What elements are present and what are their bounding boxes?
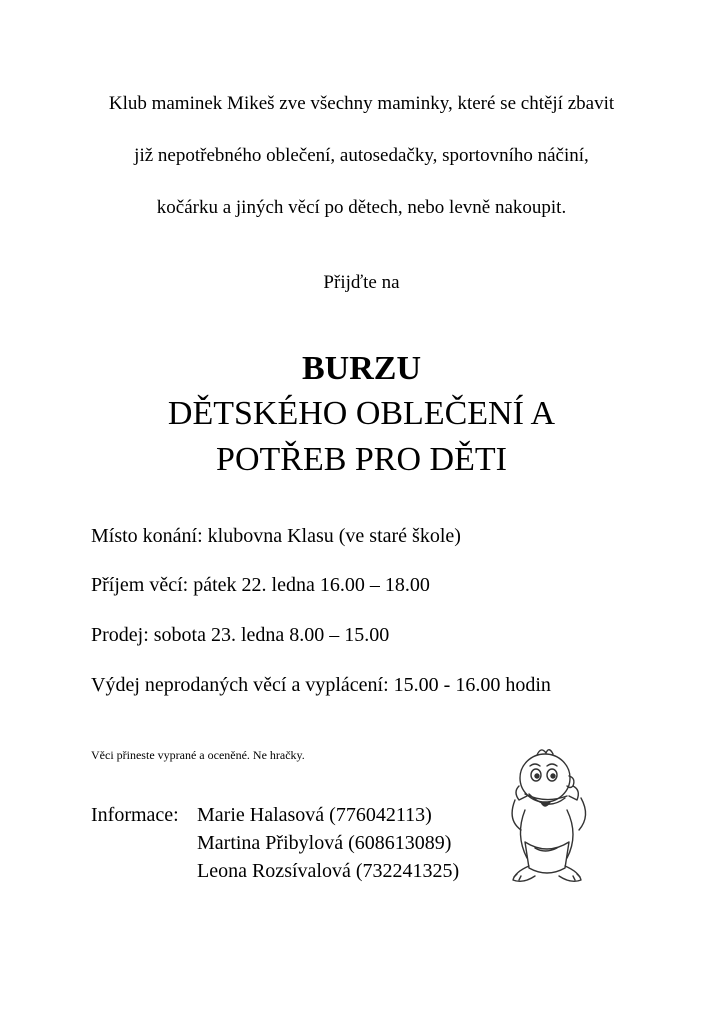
contacts-label: Informace: <box>91 804 179 826</box>
note-text: Věci přineste vyprané a oceněné. Ne hračky. <box>91 748 305 762</box>
contact-3: Leona Rozsívalová (732241325) <box>197 860 460 882</box>
contact-1: Marie Halasová (776042113) <box>197 804 432 826</box>
intro-line-1: Klub maminek Mikeš zve všechny maminky, které se chtějí zbavit <box>108 93 615 114</box>
intro-line-3: kočárku a jiných věcí po dětech, nebo levně nakoupit. <box>156 197 567 218</box>
invite-text: Přijďte na <box>323 272 400 293</box>
title-line-3: POTŘEB PRO DĚTI <box>216 441 507 478</box>
payout-text: Výdej neprodaných věcí a vyplácení: 15.00 - 16.00 hodin <box>91 674 551 696</box>
intro-line-2: již nepotřebného oblečení, autosedačky, sportovního náčiní, <box>134 145 589 166</box>
baby-with-diaper-icon <box>507 742 607 887</box>
sale-text: Prodej: sobota 23. ledna 8.00 – 15.00 <box>91 624 390 646</box>
title-line-2: DĚTSKÉHO OBLEČENÍ A <box>167 395 556 432</box>
contact-2: Martina Přibylová (608613089) <box>197 832 452 854</box>
venue-text: Místo konání: klubovna Klasu (ve staré škole) <box>91 525 461 547</box>
receipt-text: Příjem věcí: pátek 22. ledna 16.00 – 18.00 <box>91 574 430 596</box>
title-burzu: BURZU <box>301 350 422 387</box>
